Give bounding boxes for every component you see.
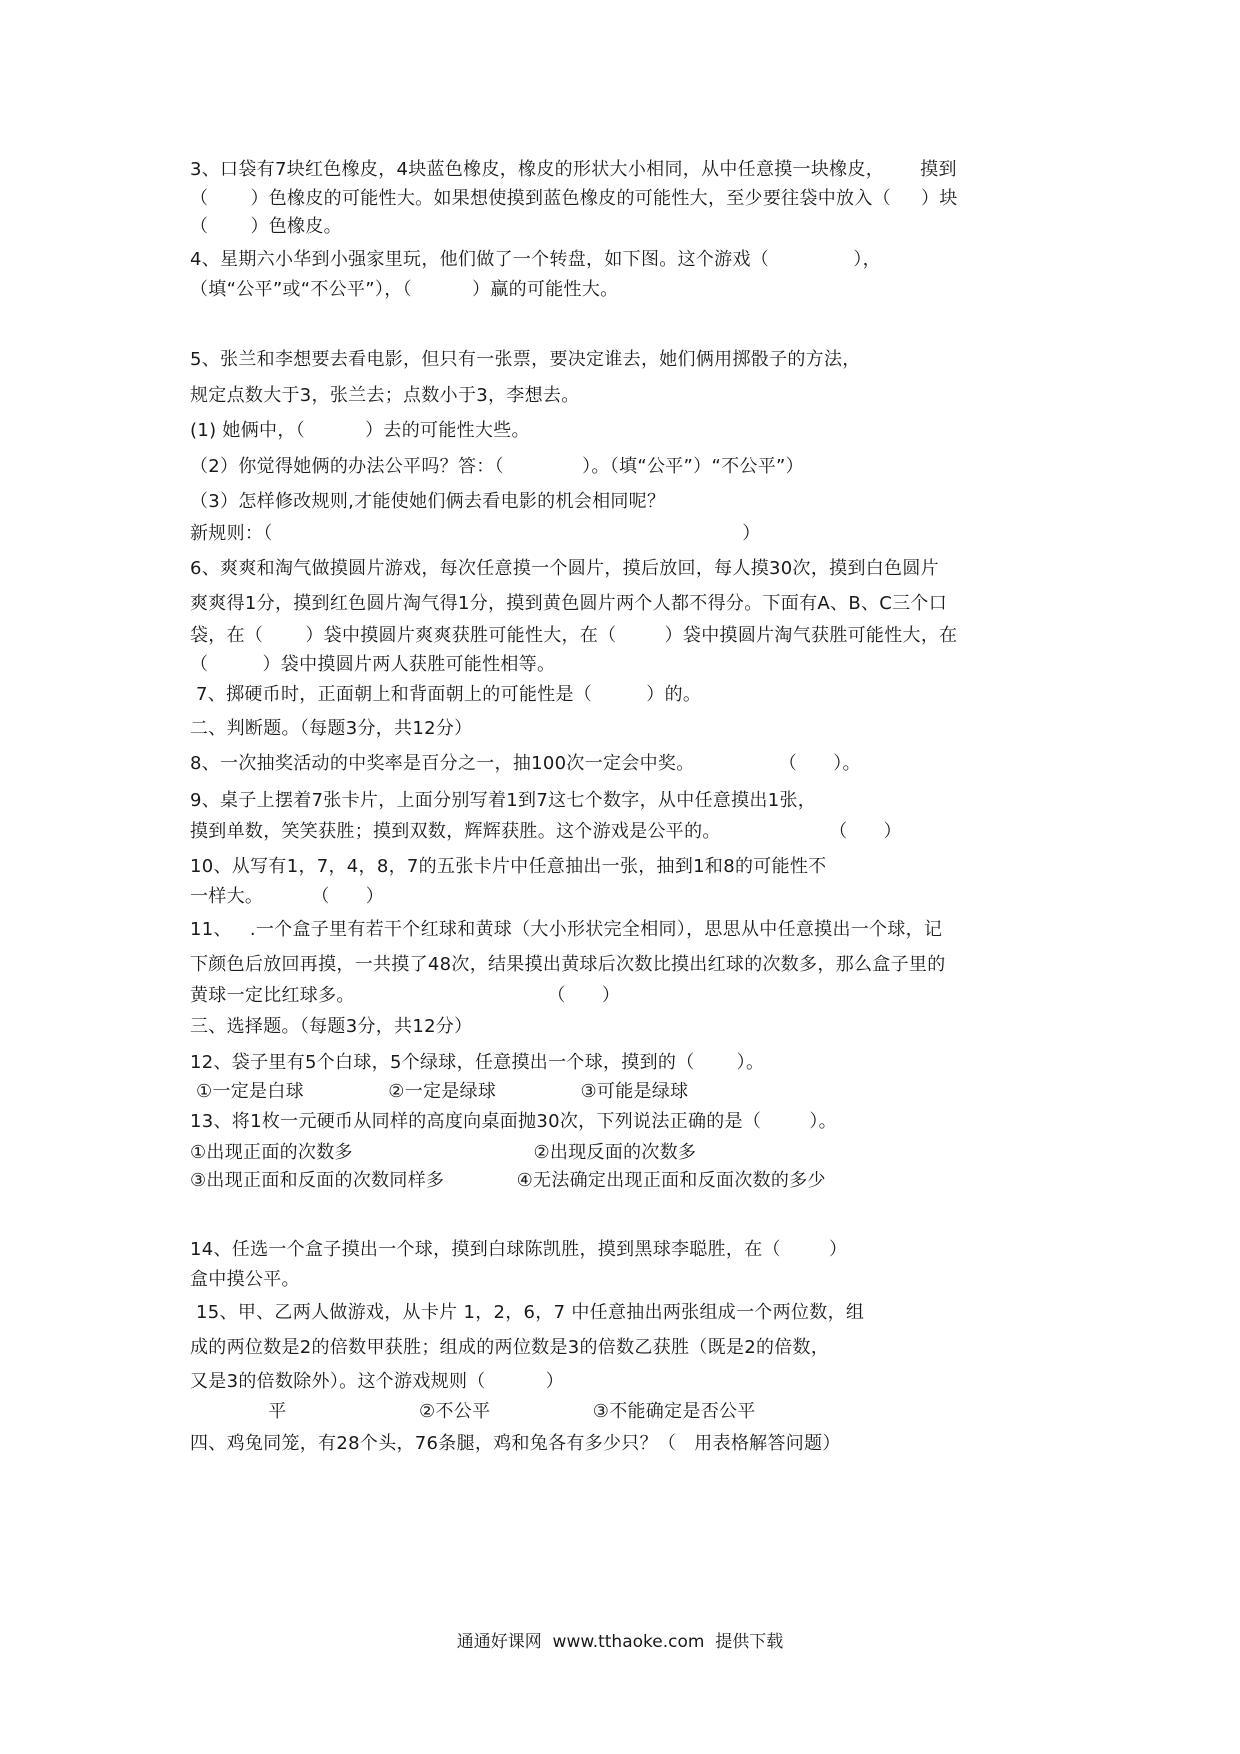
q5-line-2: 规定点数大于3，张兰去；点数小于3，李想去。: [190, 385, 580, 406]
q6-line-2: 爽爽得1分，摸到红色圆片淘气得1分，摸到黄色圆片两个人都不得分。下面有A、B、C三个口: [190, 593, 948, 614]
q13-options-2: ③出现正面和反面的次数同样多 ④无法确定出现正面和反面次数的多少: [190, 1170, 826, 1191]
q12-line: 12、袋子里有5个白球，5个绿球，任意摸出一个球，摸到的（ ）。: [190, 1052, 765, 1073]
q6-line-1: 6、爽爽和淘气做摸圆片游戏，每次任意摸一个圆片，摸后放回，每人摸30次，摸到白色圆片: [190, 558, 939, 579]
q15-line-2: 成的两位数是2的倍数甲获胜；组成的两位数是3的倍数乙获胜（既是2的倍数，: [190, 1337, 830, 1358]
q5-sub-3: （3）怎样修改规则,才能使她们俩去看电影的机会相同呢？: [190, 491, 666, 512]
q11-line-1: 11、 .一个盒子里有若干个红球和黄球（大小形状完全相同），思思从中任意摸出一个球，记: [190, 919, 943, 940]
q13-options-1: ①出现正面的次数多 ②出现反面的次数多: [190, 1142, 697, 1163]
q5-line-1: 5、张兰和李想要去看电影，但只有一张票，要决定谁去，她们俩用掷骰子的方法，: [190, 349, 861, 370]
q11-line-3: 黄球一定比红球多。 （ ）: [190, 985, 621, 1006]
q12-options: ①一定是白球 ②一定是绿球 ③可能是绿球: [190, 1081, 689, 1102]
q9-line-1: 9、桌子上摆着7张卡片，上面分别写着1到7这七个数字，从中任意摸出1张，: [190, 790, 817, 811]
q6-line-3: 袋，在（ ）袋中摸圆片爽爽获胜可能性大，在（ ）袋中摸圆片淘气获胜可能性大，在: [190, 625, 958, 646]
q14-line-2: 盒中摸公平。: [190, 1269, 300, 1290]
q10-line-1: 10、从写有1，7，4，8，7的五张卡片中任意抽出一张，抽到1和8的可能性不: [190, 856, 827, 877]
q6-line-4: （ ）袋中摸圆片两人获胜可能性相等。: [190, 654, 556, 675]
footer-credit: 通通好课网 www.tthaoke.com 提供下载: [456, 1632, 784, 1652]
q5-sub-2: （2）你觉得她俩的办法公平吗？答：（ ）。（填“公平”）“不公平”）: [190, 456, 804, 477]
q13-line: 13、将1枚一元硬币从同样的高度向桌面抛30次，下列说法正确的是（ ）。: [190, 1111, 837, 1132]
q4-line-1: 4、星期六小华到小强家里玩，他们做了一个转盘，如下图。这个游戏（ ），: [190, 249, 881, 270]
q7-line: 7、掷硬币时，正面朝上和背面朝上的可能性是（ ）的。: [190, 684, 702, 705]
section-4-question: 四、鸡兔同笼，有28个头，76条腿，鸡和兔各有多少只？（ 用表格解答问题）: [190, 1433, 841, 1454]
q3-line-2: （ ）色橡皮的可能性大。如果想使摸到蓝色橡皮的可能性大，至少要往袋中放入（ ）块: [190, 188, 958, 209]
q5-sub-1: (1) 她俩中，（ ）去的可能性大些。: [190, 420, 530, 441]
q10-line-2: 一样大。 （ ）: [190, 886, 385, 907]
q3-line-1: 3、口袋有7块红色橡皮，4块蓝色橡皮，橡皮的形状大小相同，从中任意摸一块橡皮， 摸到: [190, 159, 957, 180]
q9-line-2: 摸到单数，笑笑获胜；摸到双数，辉辉获胜。这个游戏是公平的。 （ ）: [190, 821, 902, 842]
section-3-heading: 三、选择题。（每题3分，共12分）: [190, 1016, 473, 1037]
section-2-heading: 二、判断题。（每题3分，共12分）: [190, 718, 473, 739]
q3-line-3: （ ）色橡皮。: [190, 216, 342, 237]
q15-line-3: 又是3的倍数除外）。这个游戏规则（ ）: [190, 1371, 565, 1392]
q14-line-1: 14、任选一个盒子摸出一个球，摸到白球陈凯胜，摸到黑球李聪胜，在（ ）: [190, 1239, 848, 1260]
q8-line: 8、一次抽奖活动的中奖率是百分之一，抽100次一定会中奖。 （ ）。: [190, 753, 861, 774]
q11-line-2: 下颜色后放回再摸，一共摸了48次，结果摸出黄球后次数比摸出红球的次数多，那么盒子里的: [190, 954, 946, 975]
q15-options: 平 ②不公平 ③不能确定是否公平: [190, 1401, 756, 1422]
q4-line-2: （填“公平”或“不公平”），（ ）赢的可能性大。: [190, 279, 619, 300]
q5-new-rule: 新规则：（ ）: [190, 523, 761, 544]
q15-line-1: 15、甲、乙两人做游戏，从卡片 1，2，6，7 中任意抽出两张组成一个两位数，组: [190, 1302, 865, 1323]
